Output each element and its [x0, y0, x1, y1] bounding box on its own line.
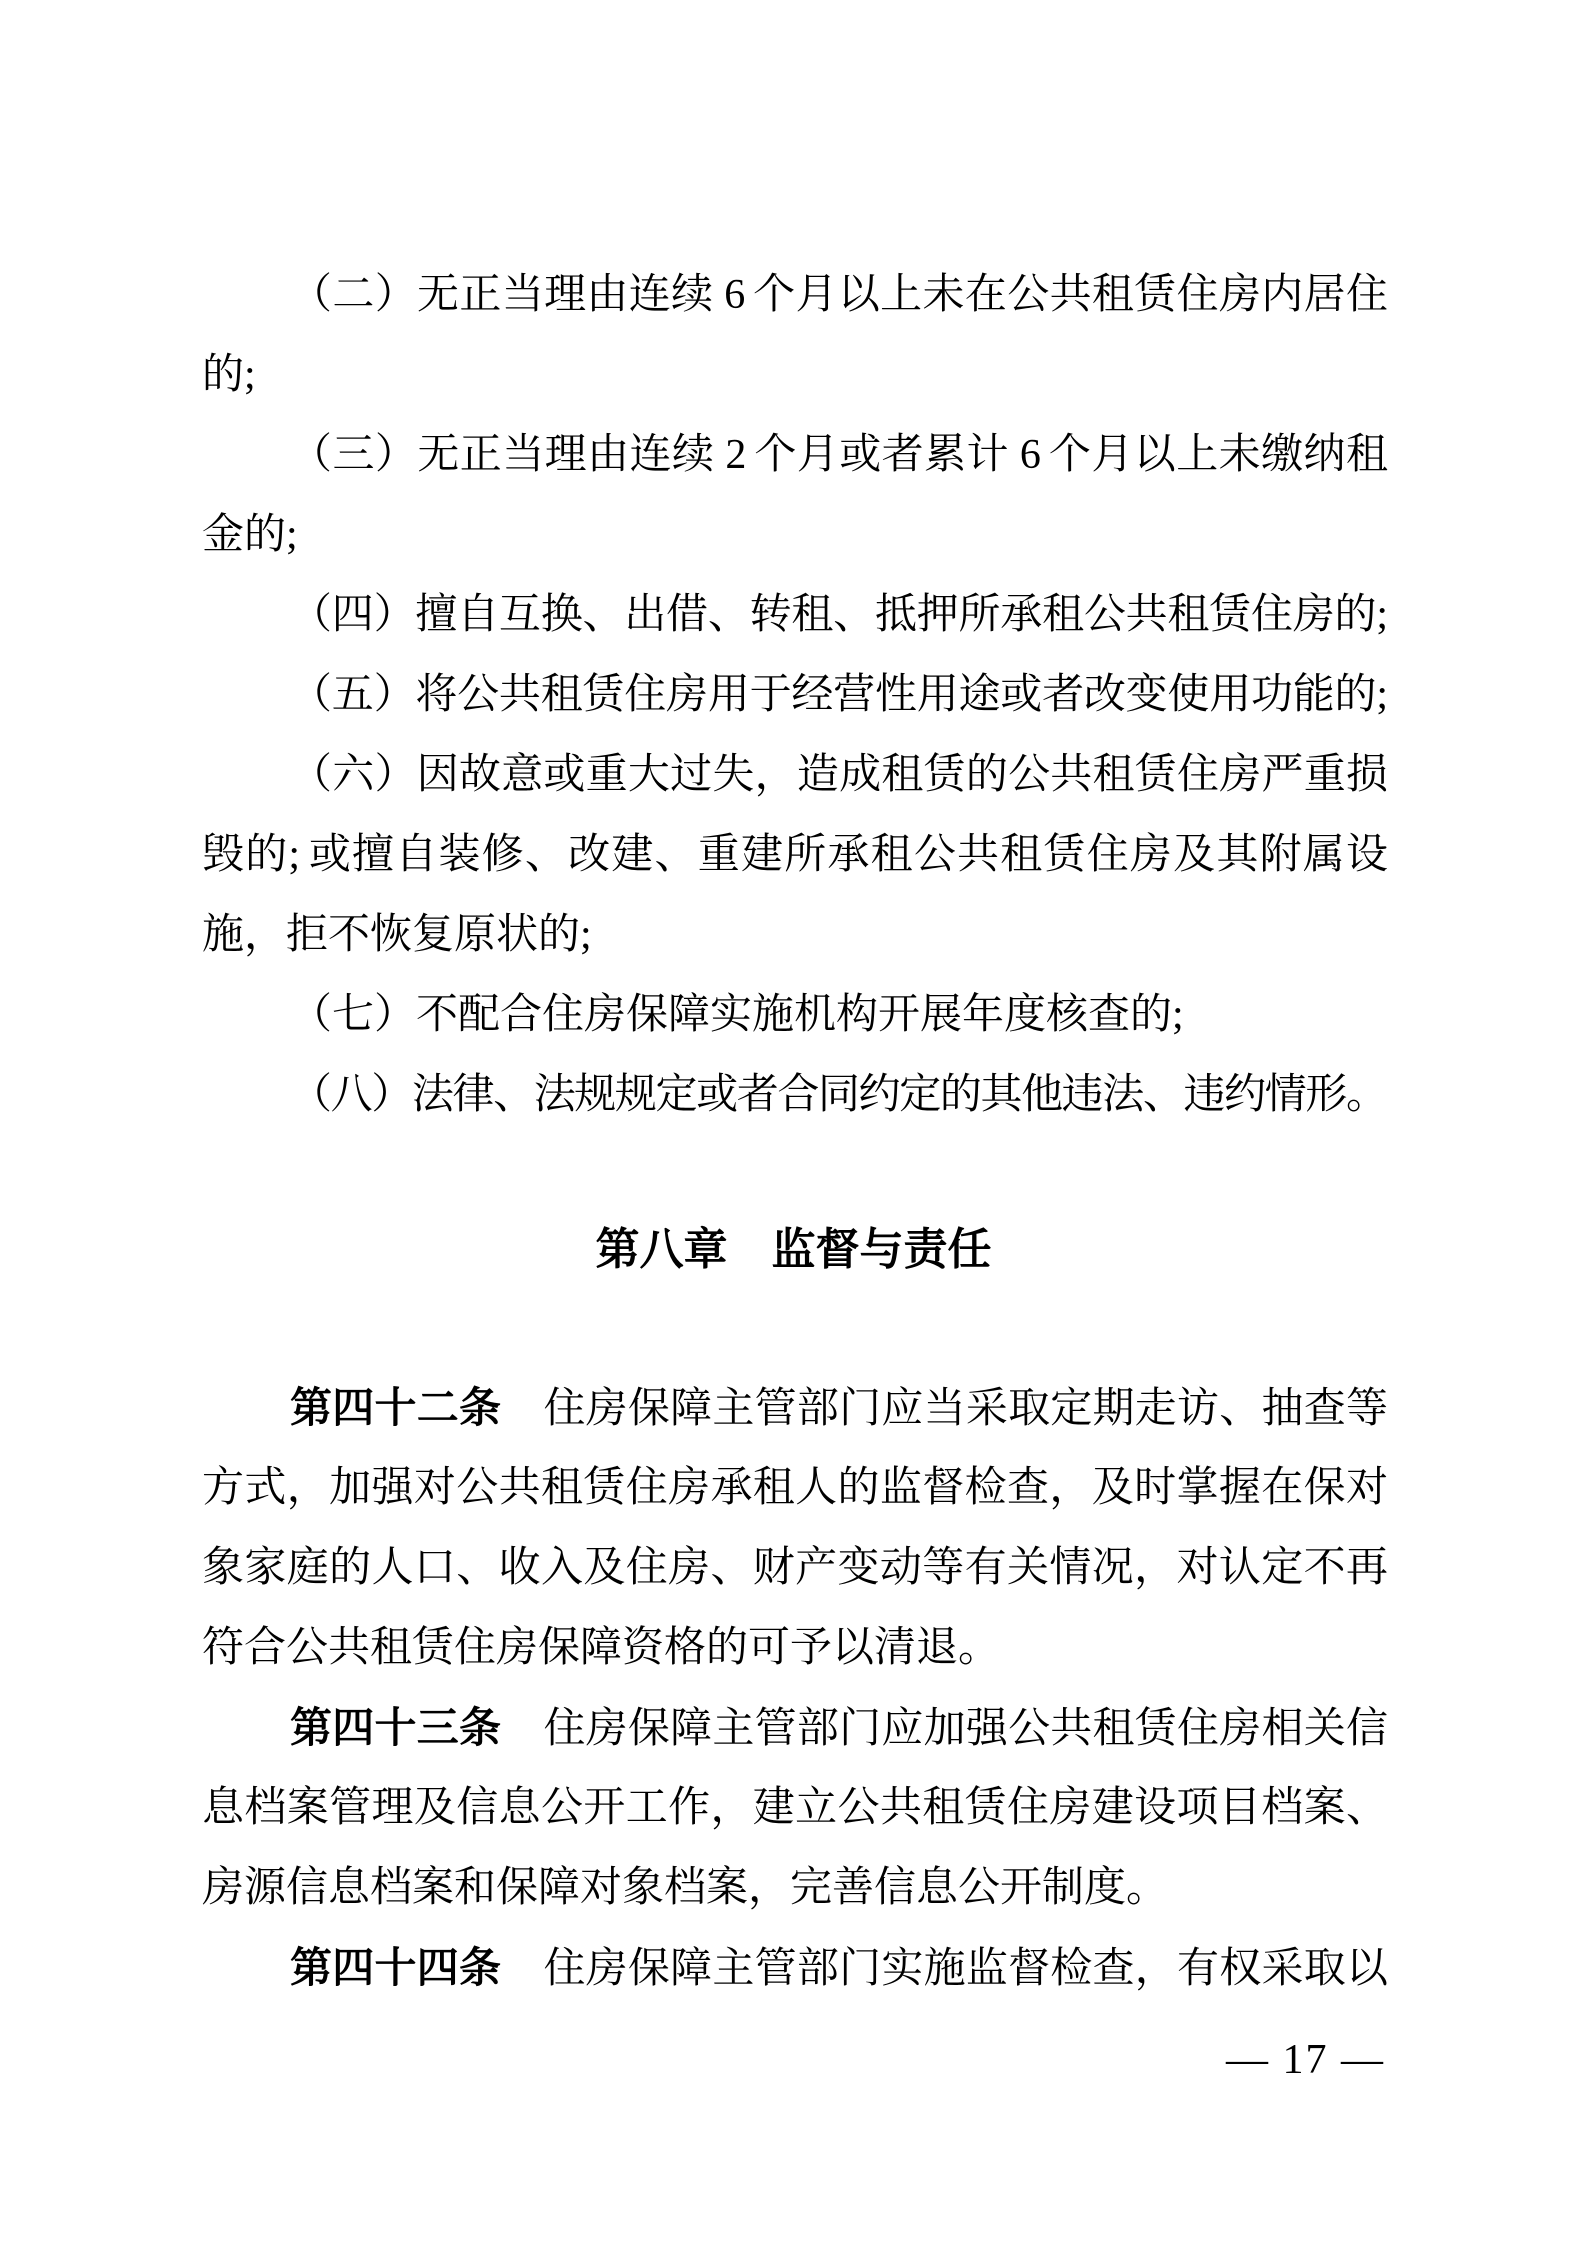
text-line: 房源信息档案和保障对象档案，完善信息公开制度。 [202, 1865, 1169, 1911]
text-line: 象家庭的人口、收入及住房、财产变动等有关情况，对认定不再 [202, 1545, 1385, 1591]
chapter-heading: 第八章 监督与责任 [595, 1225, 992, 1274]
document-body [202, 255, 1385, 2008]
section-gap [202, 1290, 1385, 1368]
text-line: （二）无正当理由连续 6 个月以上未在公共租赁住房内居住 [290, 272, 1385, 318]
article-number: 第四十四条 [290, 1944, 502, 1991]
article-paragraph-line: 第四十二条 住房保障主管部门应当采取定期走访、抽查等 [290, 1384, 1385, 1432]
text-line: 金的; [202, 512, 298, 558]
text-line: 的; [202, 352, 256, 398]
text-line: 施，拒不恢复原状的; [202, 912, 592, 958]
section-gap [202, 1135, 1385, 1210]
text-line: （七）不配合住房保障实施机构开展年度核查的; [290, 992, 1184, 1038]
text-line: （五）将公共租赁住房用于经营性用途或者改变使用功能的; [290, 672, 1385, 718]
text-line: （三）无正当理由连续 2 个月或者累计 6 个月以上未缴纳租 [290, 432, 1385, 478]
text-line: （八）法律、法规规定或者合同约定的其他违法、违约情形。 [290, 1072, 1385, 1118]
text-line: 方式，加强对公共租赁住房承租人的监督检查，及时掌握在保对 [202, 1465, 1385, 1511]
text-line: 息档案管理及信息公开工作，建立公共租赁住房建设项目档案、 [202, 1785, 1385, 1831]
text-line: （四）擅自互换、出借、转租、抵押所承租公共租赁住房的; [290, 592, 1385, 638]
page-number: — 17 — [1226, 2037, 1385, 2083]
article-paragraph-line: 第四十四条 住房保障主管部门实施监督检查，有权采取以 [290, 1944, 1385, 1992]
article-number: 第四十三条 [290, 1704, 502, 1751]
text-line: （六）因故意或重大过失，造成租赁的公共租赁住房严重损 [290, 752, 1385, 798]
text-line: 毁的; 或擅自装修、改建、重建所承租公共租赁住房及其附属设 [202, 832, 1385, 878]
text-line: 符合公共租赁住房保障资格的可予以清退。 [202, 1625, 1001, 1671]
article-number: 第四十二条 [290, 1384, 502, 1431]
article-paragraph-line: 第四十三条 住房保障主管部门应加强公共租赁住房相关信 [290, 1704, 1385, 1752]
